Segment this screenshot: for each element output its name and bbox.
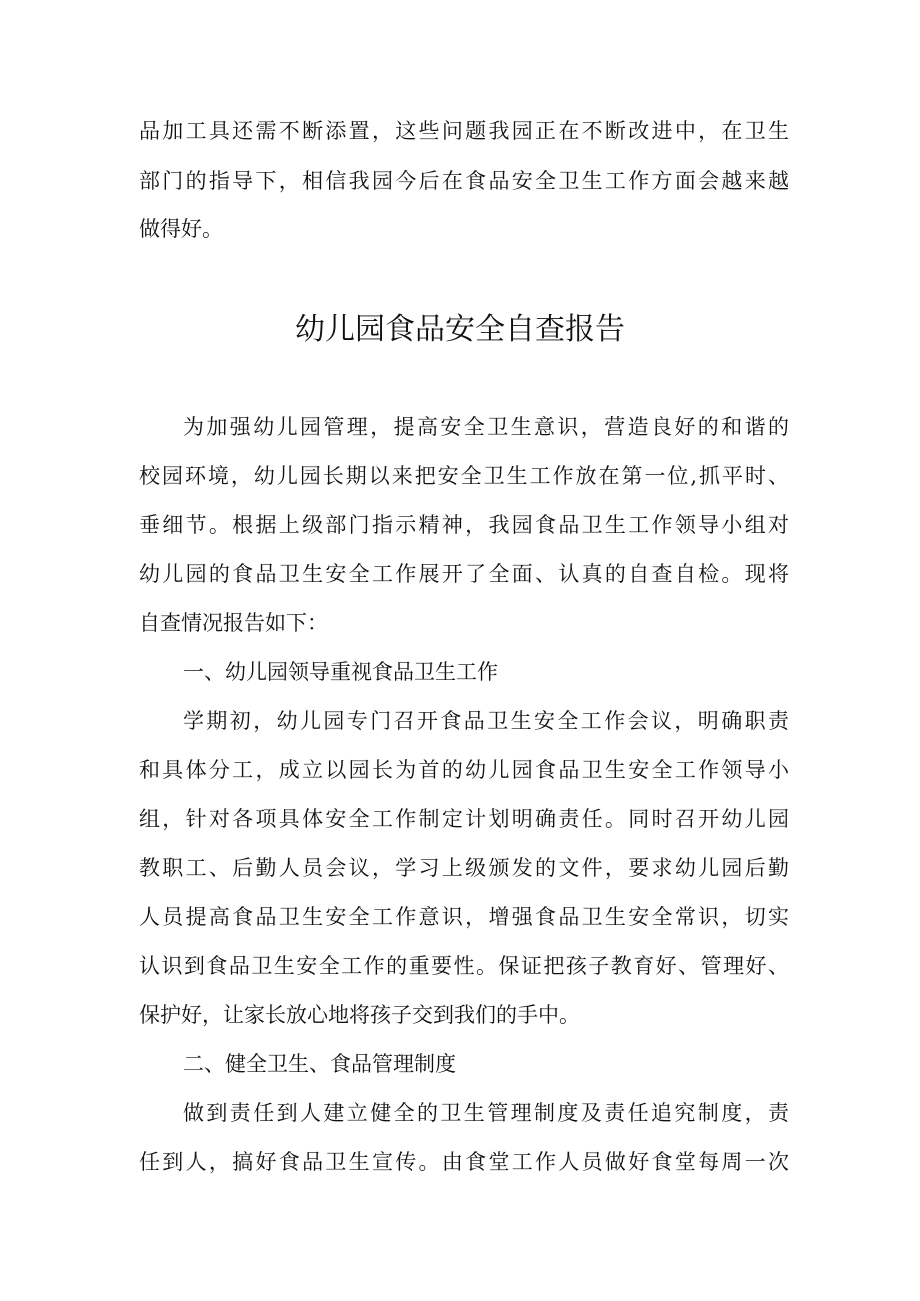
intro-line-2: 校园环境，幼儿园长期以来把安全卫生工作放在第一位,抓平时、: [139, 464, 789, 488]
section-1-line-6: 认识到食品卫生安全工作的重要性。保证把孩子教育好、管理好、: [139, 954, 789, 978]
section-1-line-5: 人员提高食品卫生安全工作意识，增强食品卫生安全常识，切实: [139, 905, 789, 929]
intro-line-4: 幼儿园的食品卫生安全工作展开了全面、认真的自查自检。现将: [139, 562, 789, 586]
intro-line-1: 为加强幼儿园管理，提高安全卫生意识，营造良好的和谐的: [183, 415, 789, 439]
intro-line-5: 自查情况报告如下：: [139, 611, 328, 635]
continuation-line-3: 做得好。: [139, 217, 223, 241]
section-1-heading: 一、幼儿园领导重视食品卫生工作: [183, 660, 498, 684]
section-2-heading: 二、健全卫生、食品管理制度: [183, 1052, 456, 1076]
section-1-line-3: 组，针对各项具体安全工作制定计划明确责任。同时召开幼儿园: [139, 807, 789, 831]
section-2-line-2: 任到人，搞好食品卫生宣传。由食堂工作人员做好食堂每周一次: [139, 1150, 789, 1174]
section-1-line-7: 保护好，让家长放心地将孩子交到我们的手中。: [139, 1003, 580, 1027]
section-1-line-2: 和具体分工，成立以园长为首的幼儿园食品卫生安全工作领导小: [139, 758, 789, 782]
section-1-line-1: 学期初，幼儿园专门召开食品卫生安全工作会议，明确职责: [183, 709, 789, 733]
section-1-line-4: 教职工、后勤人员会议，学习上级颁发的文件，要求幼儿园后勤: [139, 856, 789, 880]
section-2-line-1: 做到责任到人建立健全的卫生管理制度及责任追究制度，责: [183, 1101, 789, 1125]
intro-line-3: 垂细节。根据上级部门指示精神，我园食品卫生工作领导小组对: [139, 513, 789, 537]
continuation-line-1: 品加工具还需不断添置，这些问题我园正在不断改进中，在卫生: [139, 119, 789, 143]
report-title: 幼儿园食品安全自查报告: [295, 312, 625, 347]
continuation-line-2: 部门的指导下，相信我园今后在食品安全卫生工作方面会越来越: [139, 169, 789, 193]
